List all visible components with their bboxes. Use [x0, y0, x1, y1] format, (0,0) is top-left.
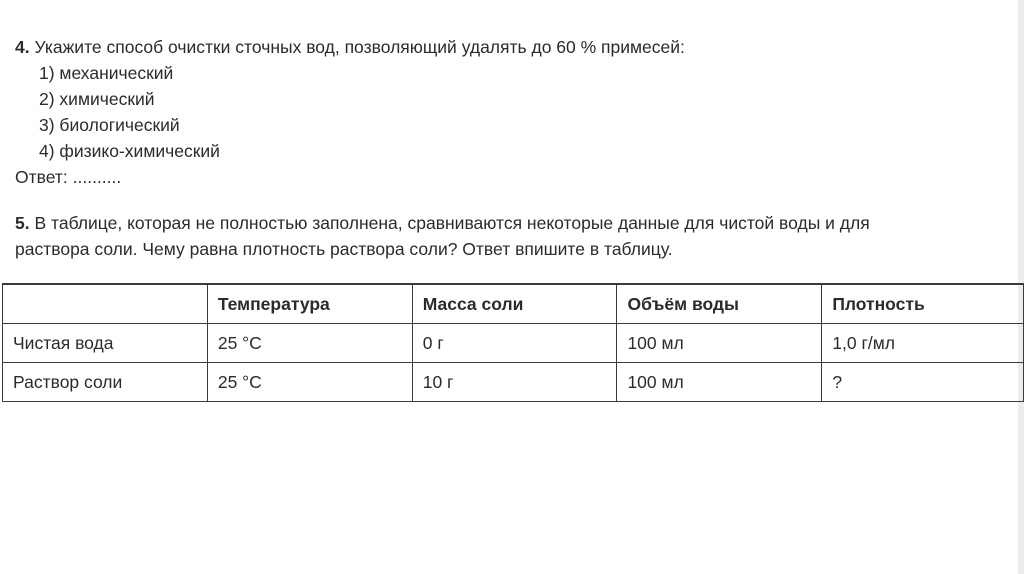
table-row	[3, 363, 1024, 402]
option-4: 4) физико-химический	[39, 141, 220, 161]
question-4-text: Укажите способ очистки сточных вод, позволяющий удалять до 60 % примесей:	[34, 37, 685, 57]
table-cell: 100 мл	[617, 363, 822, 402]
option-1: 1) механический	[39, 63, 174, 83]
question-5-line-1: В таблице, которая не полностью заполнена, сравниваются некоторые данные для чистой воды и для	[34, 213, 870, 233]
table-header-cell	[3, 284, 208, 324]
worksheet-text	[15, 34, 1015, 262]
table-header-cell: Масса соли	[412, 284, 617, 324]
question-5	[15, 210, 1015, 236]
question-4-number: 4.	[15, 37, 30, 57]
table-header-cell: Температура	[207, 284, 412, 324]
comparison-table	[2, 283, 1024, 402]
question-5-number: 5.	[15, 213, 30, 233]
table-cell: 10 г	[412, 363, 617, 402]
answer-label: Ответ: ..........	[15, 167, 122, 187]
table-cell: 1,0 г/мл	[822, 324, 1024, 363]
table-cell: 25 °С	[207, 363, 412, 402]
table-cell: 0 г	[412, 324, 617, 363]
table-header-row	[3, 284, 1024, 324]
table-cell: 100 мл	[617, 324, 822, 363]
table-cell: Раствор соли	[3, 363, 208, 402]
answer-cell[interactable]: ?	[822, 363, 1024, 402]
table-header-cell: Плотность	[822, 284, 1024, 324]
table-cell: 25 °С	[207, 324, 412, 363]
option-2: 2) химический	[39, 89, 155, 109]
table-header-cell: Объём воды	[617, 284, 822, 324]
table-row	[3, 324, 1024, 363]
question-4	[15, 34, 1015, 60]
option-3: 3) биологический	[39, 115, 180, 135]
table-cell: Чистая вода	[3, 324, 208, 363]
question-5-line-2: раствора соли. Чему равна плотность раствора соли? Ответ впишите в таблицу.	[15, 239, 673, 259]
